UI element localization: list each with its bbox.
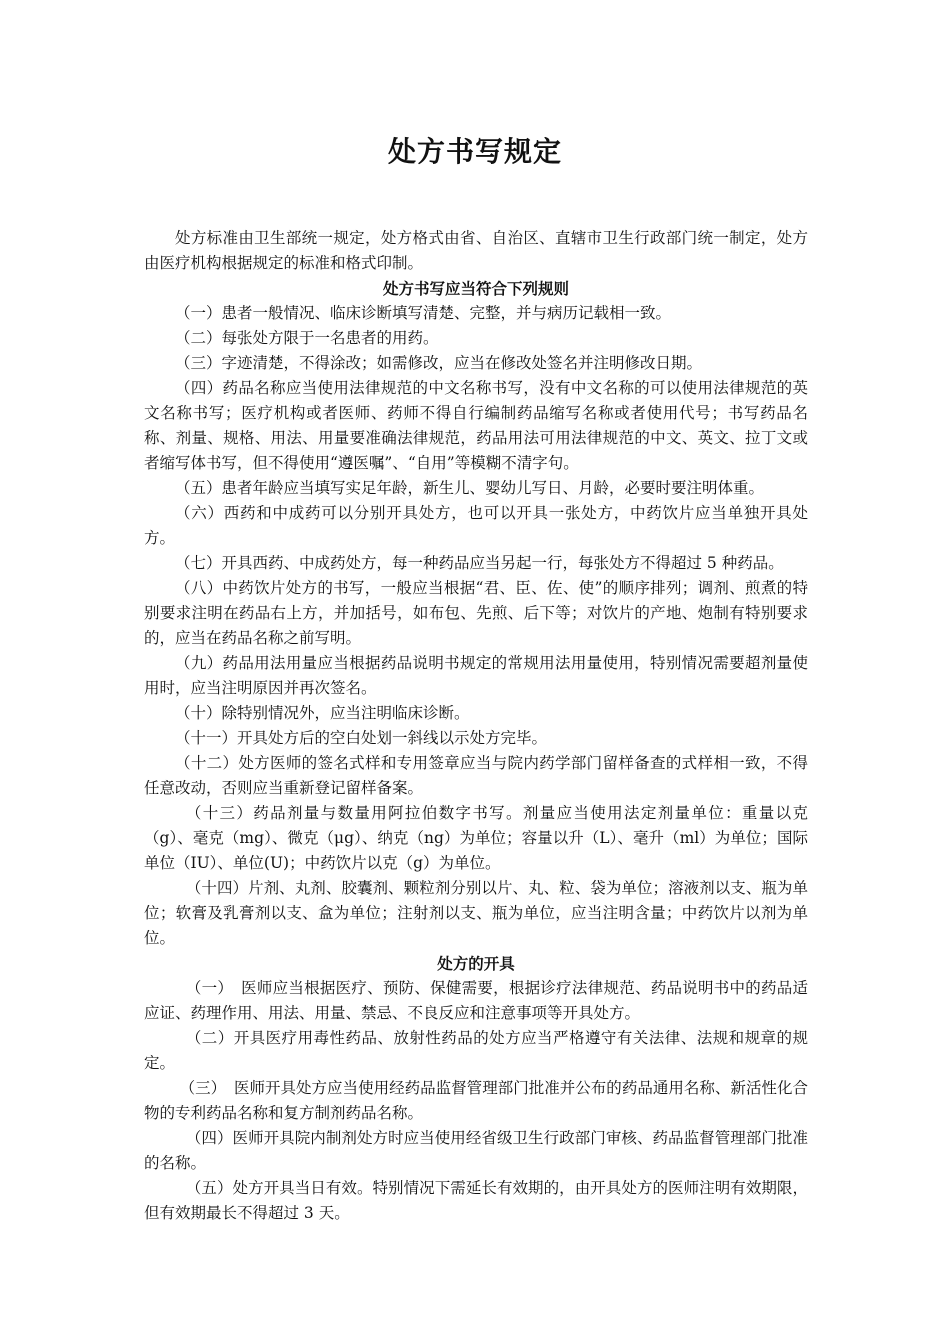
intro-paragraph: 处方标准由卫生部统一规定，处方格式由省、自治区、直辖市卫生行政部门统一制定，处方由医疗机构根据规定的标准和格式印制。 <box>144 229 808 272</box>
rule-item: （一）患者一般情况、临床诊断填写清楚、完整，并与病历记载相一致。 <box>175 304 672 322</box>
rule-item: （三）字迹清楚，不得涂改；如需修改，应当在修改处签名并注明修改日期。 <box>175 354 703 372</box>
prescribing-item: （二）开具医疗用毒性药品、放射性药品的处方应当严格遵守有关法律、法规和规章的规定。 <box>144 1029 808 1072</box>
prescribing-item: （一） 医师应当根据医疗、预防、保健需要，根据诊疗法律规范、药品说明书中的药品适应证、药理作用、用法、用量、禁忌、不良反应和注意事项等开具处方。 <box>144 979 808 1022</box>
rule-item: （二）每张处方限于一名患者的用药。 <box>175 329 439 347</box>
section-heading-writing-rules: 处方书写应当符合下列规则 <box>382 279 569 298</box>
rule-item: （五）患者年龄应当填写实足年龄，新生儿、婴幼儿写日、月龄，必要时要注明体重。 <box>175 479 765 497</box>
rule-item: （七）开具西药、中成药处方，每一种药品应当另起一行，每张处方不得超过 5 种药品。 <box>175 554 784 572</box>
rule-item: （八）中药饮片处方的书写，一般应当根据“君、臣、佐、使”的顺序排列；调剂、煎煮的特别要求注明在药品右上方，并加括号，如布包、先煎、后下等；对饮片的产地、炮制有特别要求的，应当在药品名称之前写明。 <box>144 579 808 647</box>
rule-item: （十四）片剂、丸剂、胶囊剂、颗粒剂分别以片、丸、粒、袋为单位；溶液剂以支、瓶为单位；软膏及乳膏剂以支、盒为单位；注射剂以支、瓶为单位，应当注明含量；中药饮片以剂为单位。 <box>144 879 808 947</box>
section-heading-prescribing: 处方的开具 <box>437 954 515 973</box>
document-title: 处方书写规定 <box>387 135 562 168</box>
rule-item: （六）西药和中成药可以分别开具处方，也可以开具一张处方，中药饮片应当单独开具处方。 <box>144 504 808 547</box>
prescribing-item: （四）医师开具院内制剂处方时应当使用经省级卫生行政部门审核、药品监督管理部门批准的名称。 <box>144 1129 808 1172</box>
rule-item: （九）药品用法用量应当根据药品说明书规定的常规用法用量使用，特别情况需要超剂量使用时，应当注明原因并再次签名。 <box>144 654 808 697</box>
prescribing-item: （五）处方开具当日有效。特别情况下需延长有效期的，由开具处方的医师注明有效期限，但有效期最长不得超过 3 天。 <box>144 1179 808 1222</box>
rule-item: （十）除特别情况外，应当注明临床诊断。 <box>175 704 470 722</box>
rule-item: （十二）处方医师的签名式样和专用签章应当与院内药学部门留样备查的式样相一致，不得任意改动，否则应当重新登记留样备案。 <box>144 754 808 797</box>
prescribing-item: （三） 医师开具处方应当使用经药品监督管理部门批准并公布的药品通用名称、新活性化合物的专利药品名称和复方制剂药品名称。 <box>144 1079 808 1122</box>
rule-item: （四）药品名称应当使用法律规范的中文名称书写，没有中文名称的可以使用法律规范的英文名称书写；医疗机构或者医师、药师不得自行编制药品缩写名称或者使用代号；书写药品名称、剂量、规格、用法、用量要准确法律规范，药品用法可用法律规范的中文、英文、拉丁文或者缩写体书写，但不得使用“遵医嘱”、“自用”等模糊不清字句。 <box>144 379 808 472</box>
document-body <box>144 226 808 1226</box>
rule-item: （十三）药品剂量与数量用阿拉伯数字书写。剂量应当使用法定剂量单位：重量以克（g）、毫克（mg）、微克（μg）、纳克（ng）为单位；容量以升（L）、毫升（ml）为单位；国际单位（IU）、单位(U)；中药饮片以克（g）为单位。 <box>144 804 808 872</box>
rule-item: （十一）开具处方后的空白处划一斜线以示处方完毕。 <box>175 729 548 747</box>
